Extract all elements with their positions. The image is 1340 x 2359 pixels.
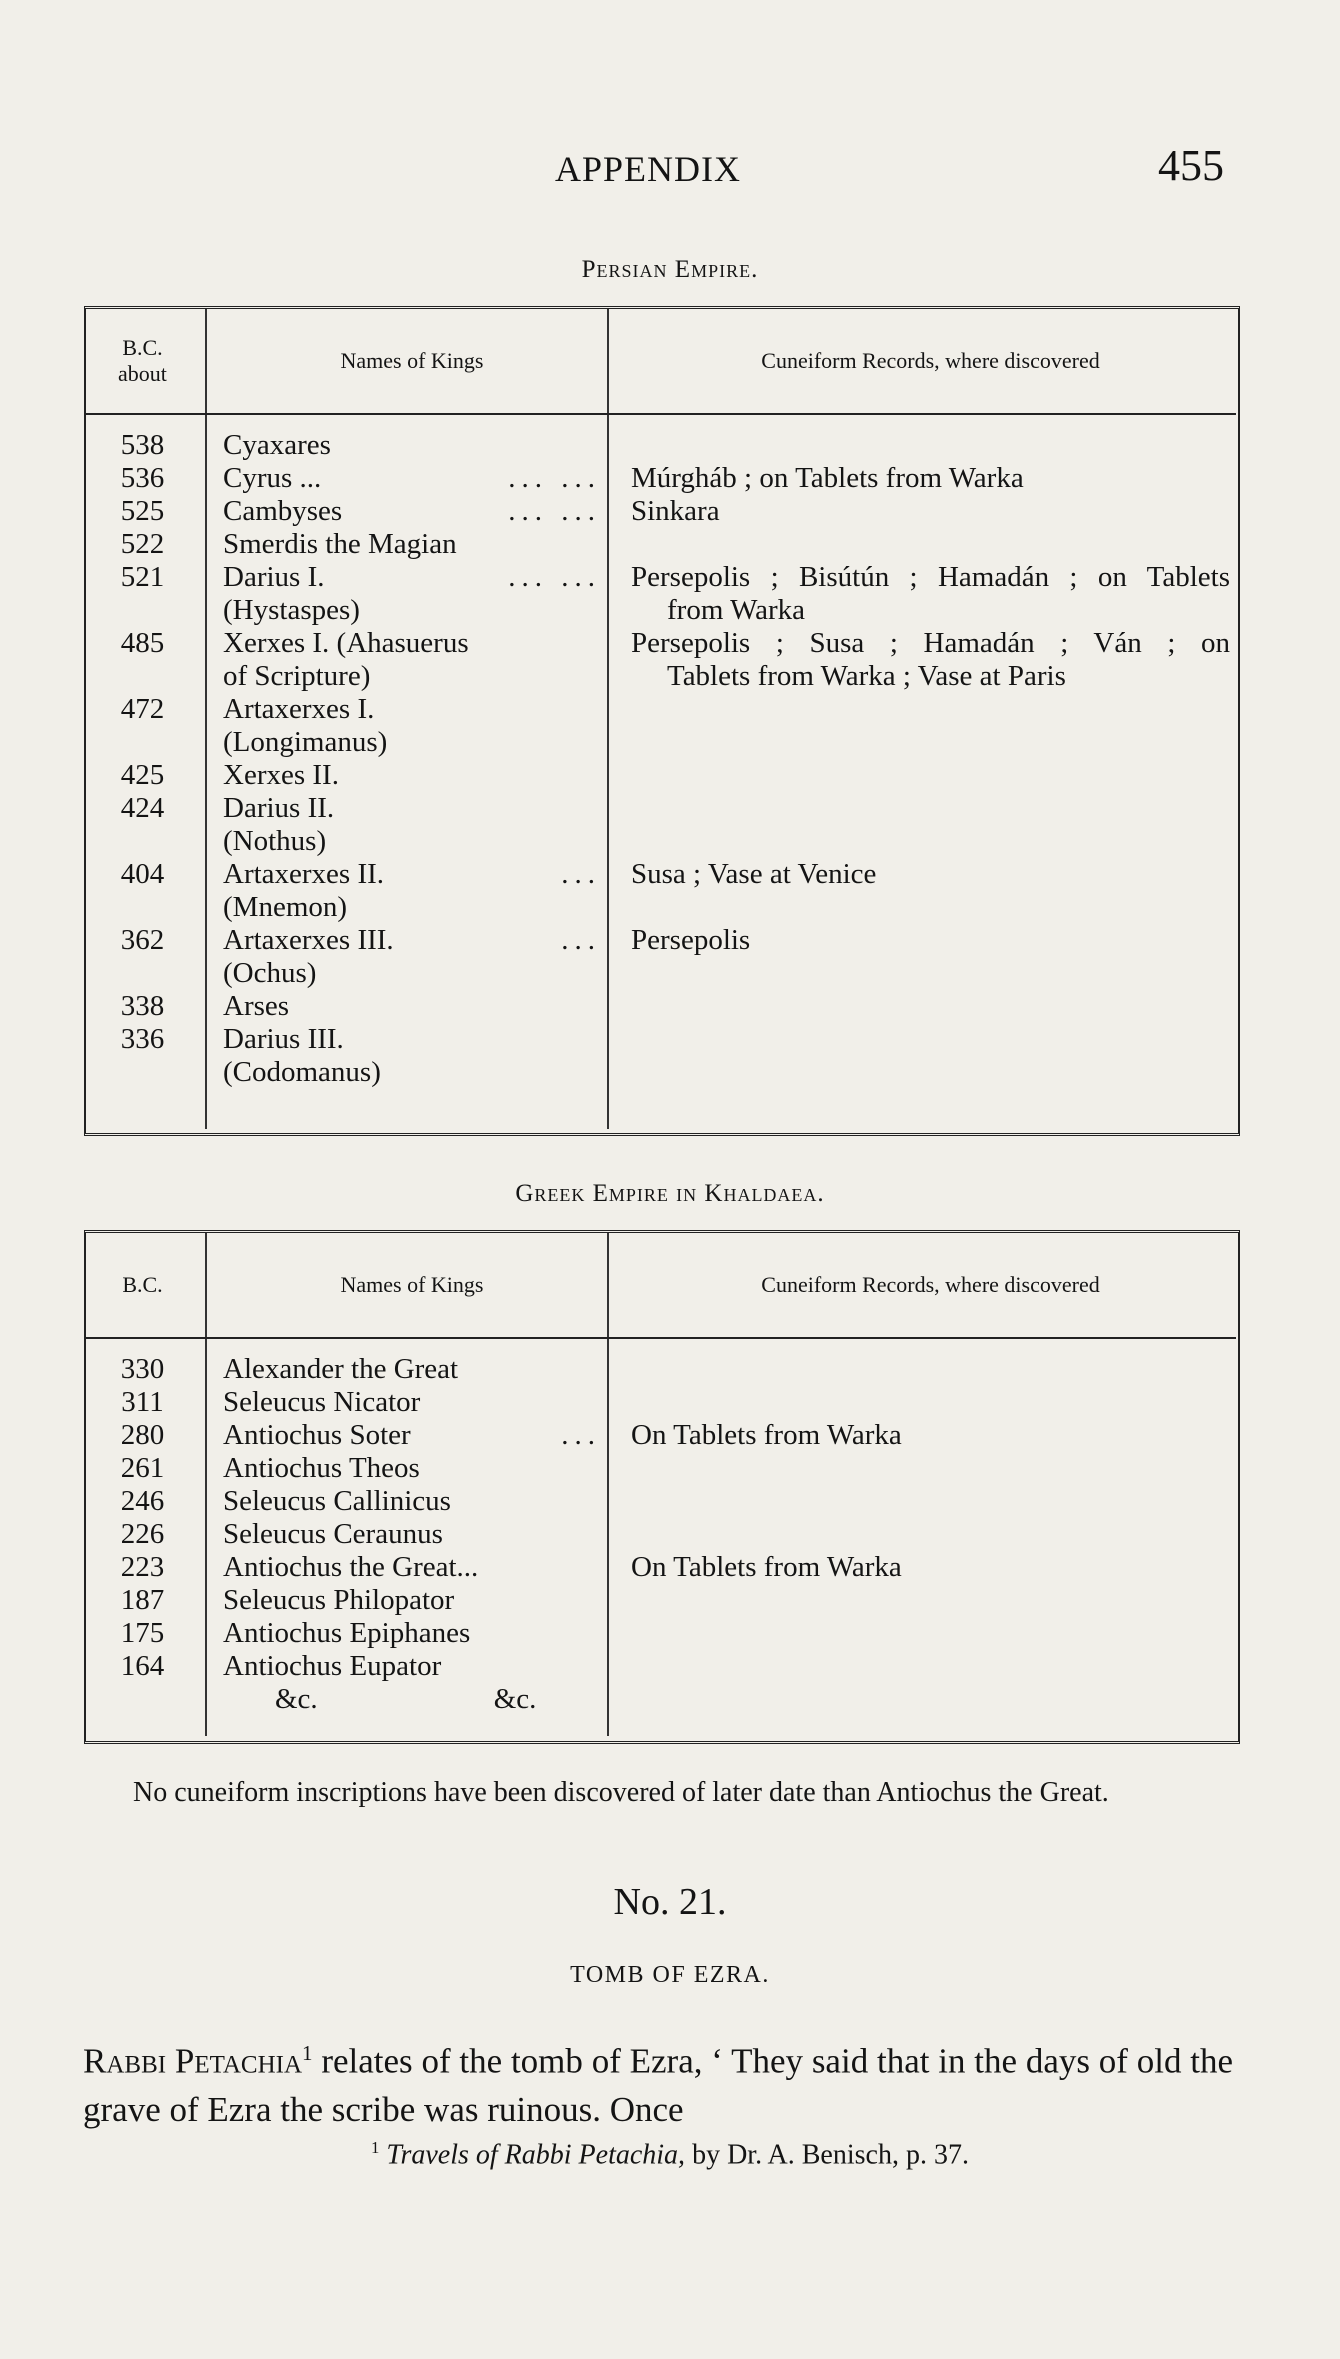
header-names: Names of Kings bbox=[206, 1233, 608, 1338]
king-cell bbox=[206, 1386, 608, 1419]
table-row bbox=[84, 528, 1236, 561]
king-name bbox=[223, 1386, 601, 1419]
year-cell bbox=[84, 1683, 206, 1716]
year-cell: 223 bbox=[120, 1551, 165, 1583]
dot-leader: ... bbox=[561, 1419, 601, 1451]
table-row bbox=[84, 1518, 1236, 1551]
records-cell bbox=[608, 561, 1236, 627]
records-cell bbox=[608, 1419, 1236, 1452]
king-epithet: (Ochus) bbox=[223, 957, 317, 989]
records-cell bbox=[608, 1617, 1236, 1650]
persian-table-caption: Persian Empire. bbox=[581, 256, 759, 283]
running-title: APPENDIX bbox=[555, 149, 742, 189]
king-epithet: (Codomanus) bbox=[223, 1056, 381, 1088]
table-row bbox=[84, 495, 1236, 528]
body-text: relates of the tomb of Ezra, ‘ They said that in the days of old the grave of Ezra the scribe was ruinous. Once bbox=[83, 2041, 1233, 2129]
records-cell bbox=[608, 1386, 1236, 1419]
king-name bbox=[223, 627, 601, 660]
king-cell bbox=[206, 792, 608, 858]
records-cell bbox=[608, 495, 1236, 528]
records-cell bbox=[608, 1485, 1236, 1518]
king-name bbox=[223, 429, 601, 462]
king-cell bbox=[206, 1452, 608, 1485]
author-name: Rabbi Petachia bbox=[83, 2041, 303, 2081]
table-row bbox=[84, 924, 1236, 990]
footnote-mark: 1 bbox=[371, 2138, 380, 2157]
table-row bbox=[84, 627, 1236, 693]
king-cell bbox=[206, 1353, 608, 1386]
records-cell bbox=[608, 792, 1236, 858]
king-name-text: Antiochus Epiphanes bbox=[223, 1617, 471, 1649]
king-name-text: Artaxerxes III. bbox=[223, 924, 394, 956]
king-name-text: Artaxerxes I. bbox=[223, 693, 375, 725]
year-cell: 485 bbox=[120, 627, 165, 659]
king-name bbox=[223, 759, 601, 792]
dot-leader: ... ... bbox=[508, 495, 601, 527]
records-cell bbox=[608, 858, 1236, 924]
year-cell: 175 bbox=[120, 1617, 165, 1649]
king-name bbox=[223, 792, 601, 825]
king-name-text: Cyrus ... bbox=[223, 462, 322, 494]
running-head bbox=[0, 140, 1340, 200]
king-epithet: of Scripture) bbox=[223, 660, 371, 692]
king-name bbox=[223, 1353, 601, 1386]
king-cell bbox=[206, 759, 608, 792]
table-row bbox=[84, 693, 1236, 759]
king-name-text: Xerxes II. bbox=[223, 759, 339, 791]
year-cell: 261 bbox=[120, 1452, 165, 1484]
table-row bbox=[84, 792, 1236, 858]
page-number: 455 bbox=[1158, 141, 1224, 190]
king-name-text: Darius II. bbox=[223, 792, 335, 824]
table-note: No cuneiform inscriptions have been discovered of later date than Antiochus the Great. bbox=[133, 1777, 1109, 1808]
king-cell bbox=[206, 1617, 608, 1650]
king-epithet: (Hystaspes) bbox=[223, 594, 360, 626]
king-name-text: Seleucus Nicator bbox=[223, 1386, 421, 1418]
king-name-text: Darius I. bbox=[223, 561, 325, 593]
year-cell: 425 bbox=[120, 759, 165, 791]
king-cell bbox=[206, 1650, 608, 1683]
king-name bbox=[223, 924, 601, 957]
year-cell: 226 bbox=[120, 1518, 165, 1550]
year-cell: 522 bbox=[120, 528, 165, 560]
records-cell bbox=[608, 990, 1236, 1023]
king-cell bbox=[206, 1551, 608, 1584]
king-cell bbox=[206, 429, 608, 462]
king-name-text: Seleucus Callinicus bbox=[223, 1485, 451, 1517]
records-text: On Tablets from Warka bbox=[631, 1551, 902, 1583]
footnote-rest: by Dr. A. Benisch, p. 37. bbox=[685, 2139, 969, 2171]
king-cell bbox=[206, 528, 608, 561]
king-name-text: Alexander the Great bbox=[223, 1353, 459, 1385]
footnote-reference: 1 bbox=[302, 2041, 313, 2065]
king-name bbox=[223, 1551, 601, 1584]
king-cell bbox=[206, 627, 608, 693]
king-cell bbox=[206, 693, 608, 759]
header-names: Names of Kings bbox=[206, 309, 608, 414]
year-cell: 362 bbox=[120, 924, 165, 956]
year-cell: 538 bbox=[120, 429, 165, 461]
king-name bbox=[223, 495, 601, 528]
king-name-text: Xerxes I. (Ahasuerus bbox=[223, 627, 469, 659]
king-cell bbox=[206, 462, 608, 495]
records-text: Persepolis bbox=[631, 924, 751, 956]
greek-table-caption: Greek Empire in Khaldaea. bbox=[515, 1180, 825, 1207]
records-text: Susa ; Vase at Venice bbox=[631, 858, 877, 890]
king-name bbox=[223, 858, 601, 891]
table-row bbox=[84, 561, 1236, 627]
king-name bbox=[223, 1518, 601, 1551]
records-cell bbox=[608, 1023, 1236, 1089]
records-cell bbox=[608, 1650, 1236, 1683]
records-text: Persepolis ; Susa ; Hamadán ; Ván ; on bbox=[631, 627, 1230, 659]
table-row bbox=[84, 1419, 1236, 1452]
records-cell bbox=[608, 627, 1236, 693]
etc-right: &c. bbox=[493, 1683, 537, 1715]
year-cell: 280 bbox=[120, 1419, 165, 1451]
year-cell: 164 bbox=[120, 1650, 165, 1682]
header-year: B.C. bbox=[84, 1233, 206, 1338]
year-cell: 246 bbox=[120, 1485, 165, 1517]
year-cell: 330 bbox=[120, 1353, 165, 1385]
records-text-continued: from Warka bbox=[667, 594, 806, 626]
king-name-text: Smerdis the Magian bbox=[223, 528, 457, 560]
table-row bbox=[84, 1452, 1236, 1485]
records-cell bbox=[608, 462, 1236, 495]
table-row bbox=[84, 429, 1236, 462]
records-cell bbox=[608, 1353, 1236, 1386]
king-name bbox=[223, 1452, 601, 1485]
king-cell bbox=[206, 1584, 608, 1617]
table-row bbox=[84, 462, 1236, 495]
king-name-text: Seleucus Ceraunus bbox=[223, 1518, 443, 1550]
king-name-text: Artaxerxes II. bbox=[223, 858, 385, 890]
king-name-text: Antiochus the Great... bbox=[223, 1551, 479, 1583]
table-row bbox=[84, 1353, 1236, 1386]
year-cell: 338 bbox=[120, 990, 165, 1022]
king-name bbox=[223, 528, 601, 561]
records-cell bbox=[608, 1683, 1236, 1716]
king-epithet: (Mnemon) bbox=[223, 891, 348, 923]
king-name bbox=[223, 1650, 601, 1683]
king-name bbox=[223, 1023, 601, 1056]
king-name bbox=[223, 561, 601, 594]
records-cell bbox=[608, 693, 1236, 759]
king-epithet: (Nothus) bbox=[223, 825, 327, 857]
year-cell: 336 bbox=[120, 1023, 165, 1055]
king-cell bbox=[206, 990, 608, 1023]
king-cell bbox=[206, 1419, 608, 1452]
section-number: No. 21. bbox=[613, 1881, 727, 1923]
header-records: Cuneiform Records, where discovered bbox=[608, 309, 1236, 414]
records-text: Sinkara bbox=[631, 495, 720, 527]
records-cell bbox=[608, 1452, 1236, 1485]
king-epithet: (Longimanus) bbox=[223, 726, 388, 758]
records-text-continued: Tablets from Warka ; Vase at Paris bbox=[667, 660, 1066, 692]
persian-table bbox=[84, 309, 1236, 1129]
records-text: On Tablets from Warka bbox=[631, 1419, 902, 1451]
header-records: Cuneiform Records, where discovered bbox=[608, 1233, 1236, 1338]
king-name bbox=[223, 1419, 601, 1452]
king-name bbox=[223, 693, 601, 726]
dot-leader: ... bbox=[561, 858, 601, 890]
king-name-text: Antiochus Eupator bbox=[223, 1650, 442, 1682]
king-name-text: Cambyses bbox=[223, 495, 343, 527]
records-cell bbox=[608, 759, 1236, 792]
section-title: TOMB OF EZRA. bbox=[570, 1962, 770, 1988]
records-cell bbox=[608, 429, 1236, 462]
etc-cell bbox=[206, 1683, 608, 1716]
records-cell bbox=[608, 1551, 1236, 1584]
dot-leader: ... ... bbox=[508, 561, 601, 593]
king-cell bbox=[206, 924, 608, 990]
king-cell bbox=[206, 495, 608, 528]
records-cell bbox=[608, 1518, 1236, 1551]
king-name bbox=[223, 1485, 601, 1518]
year-cell: 404 bbox=[120, 858, 165, 890]
year-cell: 187 bbox=[120, 1584, 165, 1616]
dot-leader: ... ... bbox=[508, 462, 601, 494]
etc-left: &c. bbox=[275, 1683, 318, 1715]
table-row bbox=[84, 1023, 1236, 1089]
king-cell bbox=[206, 561, 608, 627]
table-row bbox=[84, 1617, 1236, 1650]
records-cell bbox=[608, 528, 1236, 561]
king-cell bbox=[206, 1485, 608, 1518]
king-name bbox=[223, 1617, 601, 1650]
table-row bbox=[84, 1650, 1236, 1683]
king-name-text: Arses bbox=[223, 990, 290, 1022]
king-name-text: Antiochus Soter bbox=[223, 1419, 411, 1451]
year-cell: 521 bbox=[120, 561, 165, 593]
year-cell: 536 bbox=[120, 462, 165, 494]
records-text: Múrgháb ; on Tablets from Warka bbox=[631, 462, 1024, 494]
dot-leader: ... bbox=[561, 924, 601, 956]
king-cell bbox=[206, 1518, 608, 1551]
records-cell bbox=[608, 1584, 1236, 1617]
footnote-title: Travels of Rabbi Petachia, bbox=[386, 2139, 686, 2171]
year-cell: 525 bbox=[120, 495, 165, 527]
king-name-text: Seleucus Philopator bbox=[223, 1584, 455, 1616]
king-name-text: Antiochus Theos bbox=[223, 1452, 420, 1484]
table-row bbox=[84, 1386, 1236, 1419]
year-cell: 472 bbox=[120, 693, 165, 725]
table-row bbox=[84, 1485, 1236, 1518]
king-name-text: Cyaxares bbox=[223, 429, 331, 461]
table-row bbox=[84, 990, 1236, 1023]
records-cell bbox=[608, 924, 1236, 990]
king-name bbox=[223, 990, 601, 1023]
table-row bbox=[84, 1551, 1236, 1584]
table-row bbox=[84, 858, 1236, 924]
king-name bbox=[223, 462, 601, 495]
table-row bbox=[84, 759, 1236, 792]
body-paragraph bbox=[83, 2029, 1233, 2134]
king-cell bbox=[206, 1023, 608, 1089]
king-name bbox=[223, 1584, 601, 1617]
king-name-text: Darius III. bbox=[223, 1023, 344, 1055]
king-cell bbox=[206, 858, 608, 924]
header-year: B.C. about bbox=[84, 309, 206, 414]
footnote bbox=[0, 2138, 1340, 2171]
etc-row bbox=[84, 1683, 1236, 1716]
greek-table bbox=[84, 1233, 1236, 1736]
year-cell: 424 bbox=[120, 792, 165, 824]
year-cell: 311 bbox=[121, 1386, 164, 1418]
records-text: Persepolis ; Bisútún ; Hamadán ; on Tablets bbox=[631, 561, 1230, 593]
table-row bbox=[84, 1584, 1236, 1617]
